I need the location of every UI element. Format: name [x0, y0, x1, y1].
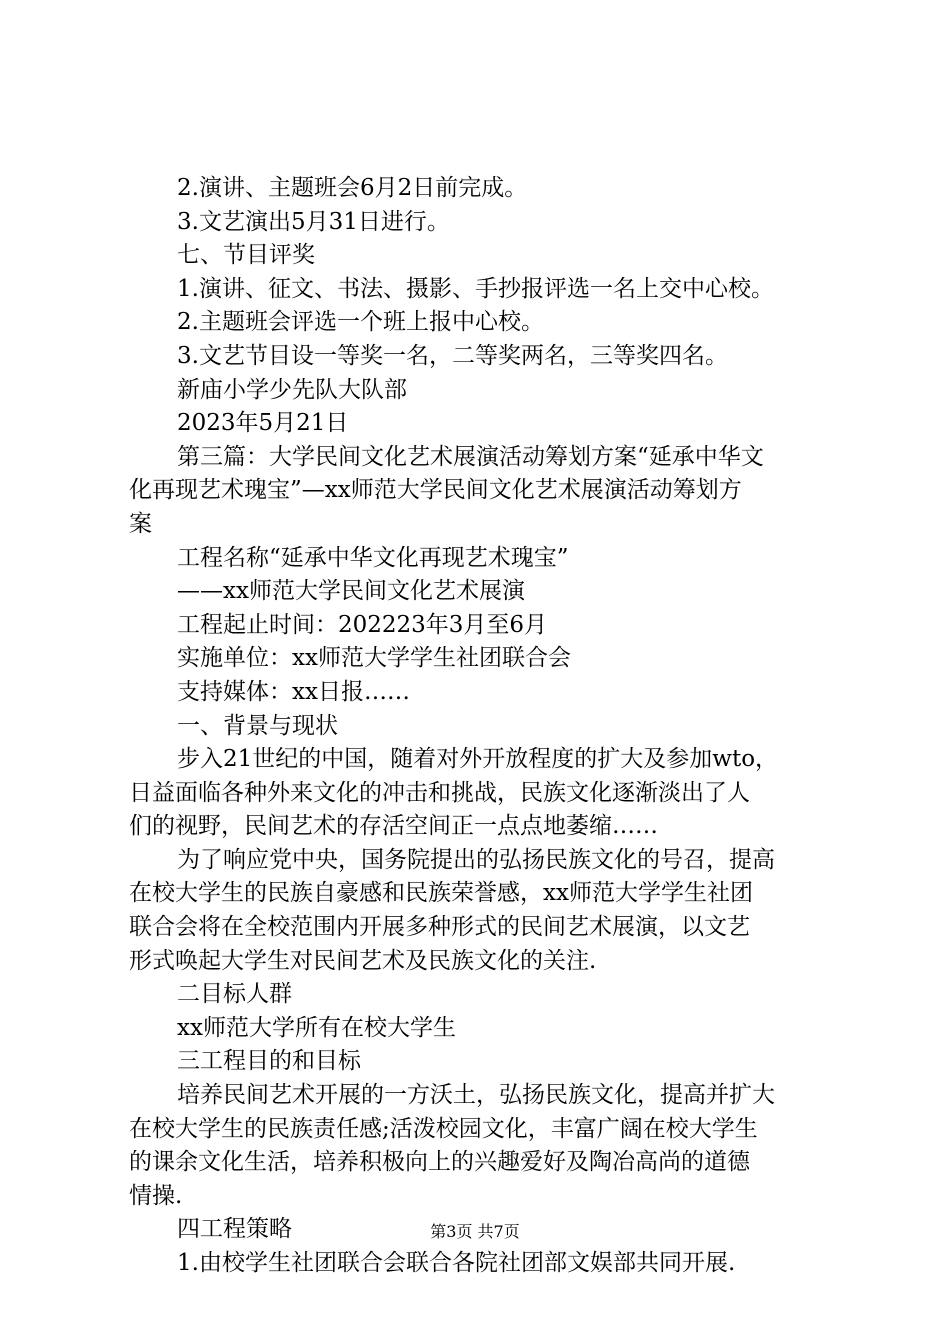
text-line: 1.演讲、征文、书法、摄影、手抄报评选一名上交中心校。	[177, 275, 774, 302]
section-heading: 四工程策略	[177, 1216, 292, 1243]
paragraph-line: 形式唤起大学生对民间艺术及民族文化的关注.	[129, 947, 597, 974]
paragraph-line: 情操.	[129, 1182, 183, 1209]
text-line: xx师范大学所有在校大学生	[177, 1014, 456, 1041]
section-heading: 三工程目的和目标	[177, 1048, 361, 1075]
section-heading: 七、节目评奖	[177, 242, 315, 269]
text-line: 2.主题班会评选一个班上报中心校。	[177, 309, 544, 336]
text-line: 3.文艺演出5月31日进行。	[177, 208, 450, 235]
document-body	[129, 172, 841, 1281]
paragraph-line: 在校大学生的民族责任感;活泼校园文化，丰富广阔在校大学生	[129, 1115, 758, 1142]
paragraph-line: 们的视野，民间艺术的存活空间正一点点地萎缩……	[129, 813, 658, 840]
paragraph-line: 步入21世纪的中国，随着对外开放程度的扩大及参加wto，	[177, 746, 779, 773]
paragraph-line: 联合会将在全校范围内开展多种形式的民间艺术展演，以文艺	[129, 914, 750, 941]
text-line: 支持媒体：xx日报……	[177, 678, 410, 705]
text-line: 实施单位：xx师范大学学生社团联合会	[177, 645, 571, 672]
text-line: 3.文艺节目设一等奖一名，二等奖两名，三等奖四名。	[177, 342, 728, 369]
chapter-title: 案	[129, 510, 152, 537]
text-line: 工程起止时间：202223年3月至6月	[177, 611, 548, 638]
page-footer: 第3页 共7页	[430, 1222, 520, 1241]
section-heading: 一、背景与现状	[177, 712, 338, 739]
paragraph-line: 日益面临各种外来文化的冲击和挑战，民族文化逐渐淡出了人	[129, 779, 750, 806]
chapter-title: 第三篇：大学民间文化艺术展演活动筹划方案“延承中华文	[177, 443, 764, 470]
chapter-title: 化再现艺术瑰宝”—xx师范大学民间文化艺术展演活动筹划方	[129, 477, 742, 504]
paragraph-line: 的课余文化生活，培养积极向上的兴趣爱好及陶冶高尚的道德	[129, 1149, 750, 1176]
signature-date: 2023年5月21日	[177, 410, 349, 437]
paragraph-line: 为了响应党中央，国务院提出的弘扬民族文化的号召，提高	[177, 846, 775, 873]
text-line: ——xx师范大学民间文化艺术展演	[177, 578, 525, 605]
text-line: 1.由校学生社团联合会联合各院社团部文娱部共同开展.	[177, 1250, 736, 1276]
paragraph-line: 培养民间艺术开展的一方沃土，弘扬民族文化，提高并扩大	[177, 1082, 775, 1109]
paragraph-line: 在校大学生的民族自豪感和民族荣誉感，xx师范大学学生社团	[129, 880, 753, 907]
text-line: 2.演讲、主题班会6月2日前完成。	[177, 175, 528, 201]
section-heading: 二目标人群	[177, 981, 292, 1008]
text-line: 工程名称“延承中华文化再现艺术瑰宝”	[177, 544, 569, 571]
signature-org: 新庙小学少先队大队部	[177, 376, 407, 403]
